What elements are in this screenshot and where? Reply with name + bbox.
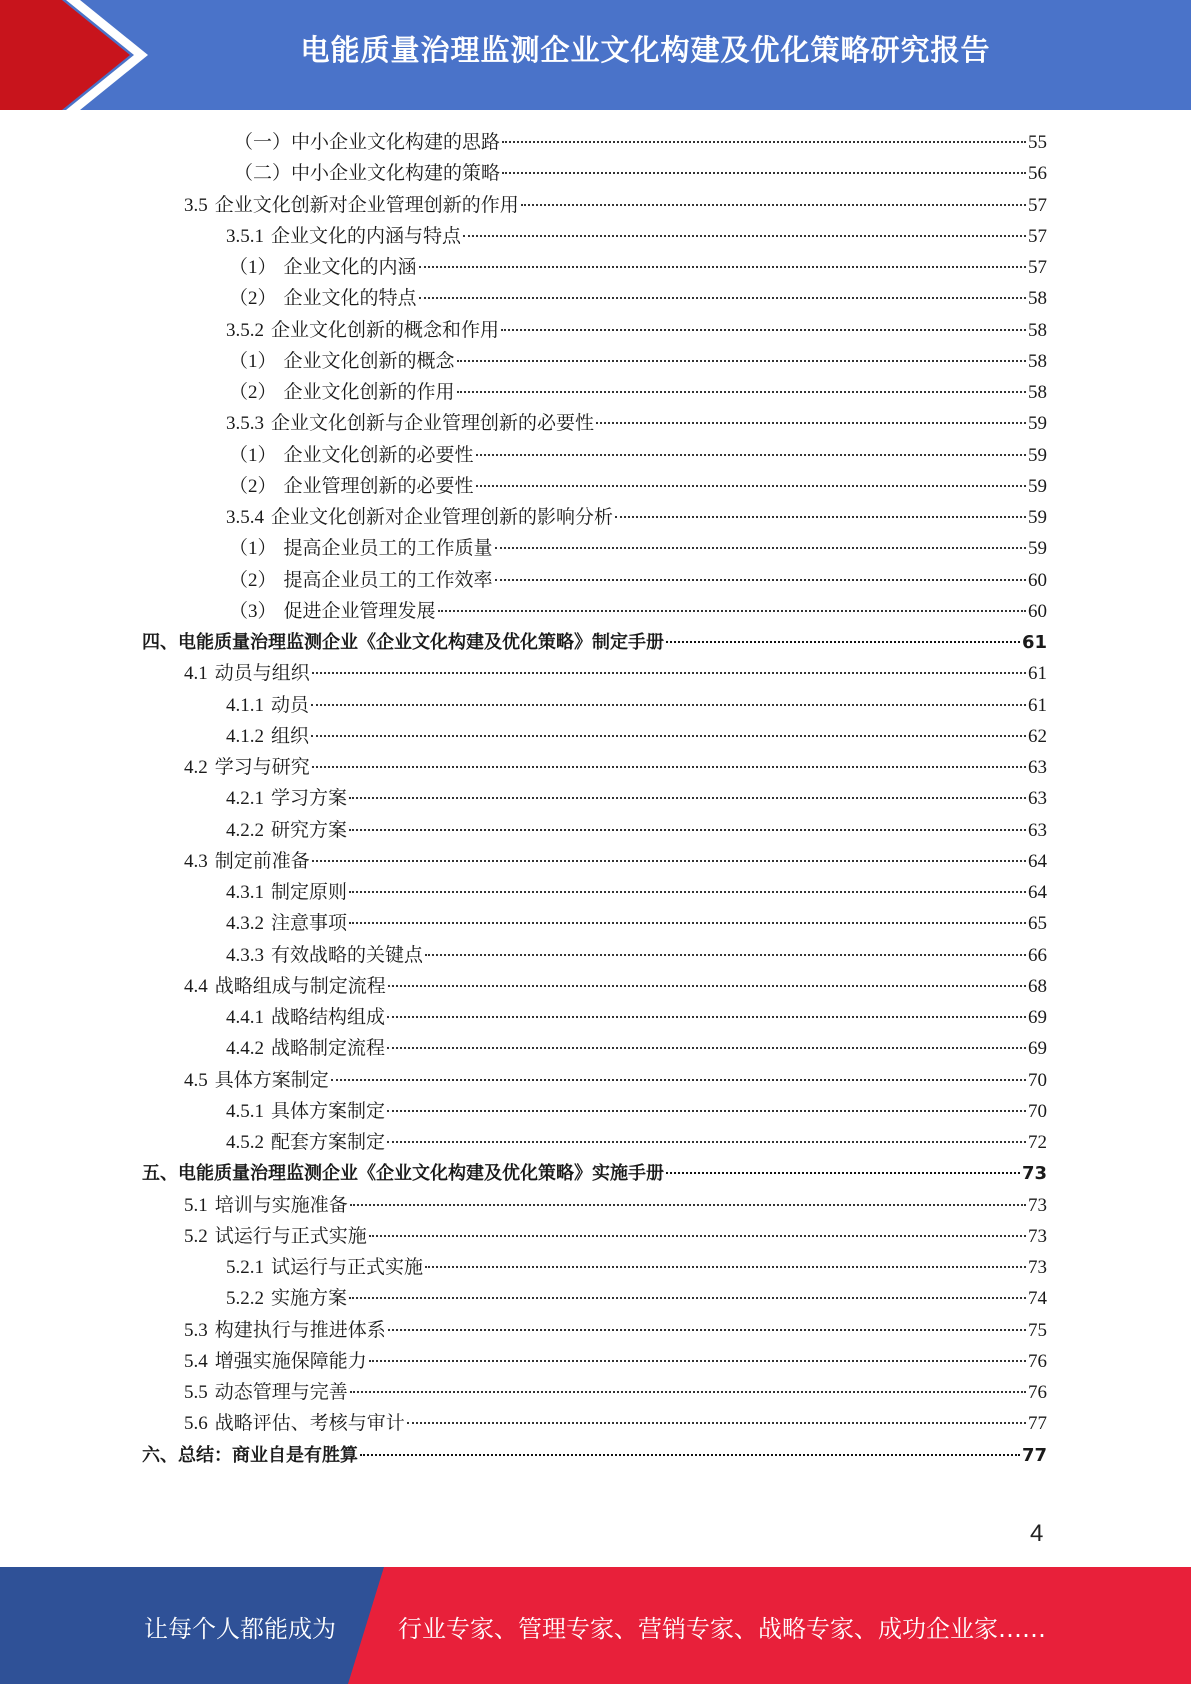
page-footer [0, 1567, 1191, 1684]
toc-entry-text: （二）中小企业文化构建的策略 [234, 163, 501, 185]
toc-entry-text: 企业文化的内涵 [283, 257, 417, 278]
toc-entry-text: 企业文化创新对企业管理创新的作用 [214, 194, 519, 216]
toc-entry[interactable] [0, 252, 1191, 283]
toc-entry-page: 69 [1028, 1038, 1047, 1060]
toc-entry-text: 战略评估、考核与审计 [214, 1413, 405, 1435]
toc-entry-text: 实施方案 [271, 1288, 348, 1310]
toc-entry-page: 59 [1028, 413, 1047, 435]
toc-entry-text: 增强实施保障能力 [214, 1350, 367, 1372]
toc-entry-text: 企业文化创新对企业管理创新的影响分析 [271, 507, 614, 528]
toc-entry-text: 配套方案制定 [271, 1132, 386, 1153]
toc-dot-leader [495, 546, 1026, 549]
toc-entry-text: 有效战略的关键点 [271, 944, 424, 966]
toc-entry-number: 4.3.3 [226, 944, 264, 966]
toc-entry-text: 提高企业员工的工作效率 [283, 569, 493, 591]
toc-entry-number: 3.5.4 [226, 507, 264, 528]
toc-entry-page: 59 [1028, 538, 1047, 560]
toc-entry-title [226, 940, 423, 971]
toc-entry-number: 4.5.2 [226, 1132, 264, 1153]
toc-entry[interactable] [0, 596, 1191, 627]
toc-entry-title [229, 377, 455, 408]
toc-entry[interactable] [0, 1127, 1191, 1158]
toc-entry-title [184, 971, 386, 1002]
toc-entry-number: （1） [229, 538, 277, 560]
toc-dot-leader [350, 1390, 1026, 1393]
toc-entry[interactable] [0, 658, 1191, 689]
toc-entry-title [226, 815, 347, 846]
toc-entry-page: 73 [1028, 1194, 1047, 1216]
toc-entry-page: 61 [1028, 663, 1047, 685]
toc-entry-number: （3） [229, 600, 277, 622]
toc-entry-text: 构建执行与推进体系 [214, 1319, 386, 1341]
toc-entry-number: 4.1 [184, 663, 208, 685]
toc-entry[interactable] [0, 1002, 1191, 1033]
toc-entry-text: 制定前准备 [214, 850, 310, 872]
toc-entry[interactable] [0, 502, 1191, 533]
toc-entry-title [226, 408, 594, 439]
toc-entry-text: 学习方案 [271, 788, 348, 810]
toc-entry[interactable] [0, 1096, 1191, 1127]
toc-entry-title [226, 1002, 385, 1033]
toc-entry-page: 57 [1028, 257, 1047, 278]
toc-entry-number: 4.2 [184, 757, 208, 778]
toc-entry-number: （1） [229, 350, 277, 372]
toc-entry-page: 76 [1028, 1350, 1047, 1372]
toc-entry-page: 65 [1028, 913, 1047, 935]
toc-entry-title [226, 690, 309, 721]
toc-entry-page: 58 [1028, 382, 1047, 403]
toc-entry-number: 4.3 [184, 850, 208, 872]
toc-entry-number: （2） [229, 382, 277, 403]
toc-entry-page: 60 [1028, 569, 1047, 591]
toc-dot-leader [350, 1203, 1026, 1206]
toc-entry-text: 具体方案制定 [214, 1069, 329, 1091]
toc-entry-text: 企业文化创新的概念和作用 [271, 319, 500, 341]
toc-entry-text: 动员与组织 [214, 663, 310, 685]
toc-dot-leader [501, 328, 1026, 331]
toc-entry-page: 70 [1028, 1100, 1047, 1122]
toc-entry-title [226, 1252, 423, 1283]
toc-dot-leader [312, 671, 1026, 674]
toc-entry-title [184, 1065, 329, 1096]
report-title: 电能质量治理监测企业文化构建及优化策略研究报告 [300, 33, 991, 67]
toc-dot-leader [349, 796, 1026, 799]
page-number: 4 [1030, 1520, 1044, 1547]
toc-entry-number: 4.2.2 [226, 819, 264, 841]
toc-dot-leader [419, 265, 1026, 268]
toc-entry-text: 制定原则 [271, 882, 348, 903]
toc-entry-page: 63 [1028, 819, 1047, 841]
toc-entry[interactable] [0, 346, 1191, 377]
toc-entry[interactable] [0, 440, 1191, 471]
toc-entry-page: 58 [1028, 350, 1047, 372]
toc-entry-text: 试运行与正式实施 [214, 1225, 367, 1247]
toc-dot-leader [666, 1171, 1020, 1174]
toc-entry-number: （2） [229, 569, 277, 591]
toc-dot-leader [419, 296, 1026, 299]
toc-entry-text: 组织 [271, 725, 310, 747]
toc-entry-title [226, 315, 499, 346]
toc-entry-text: 企业文化创新与企业管理创新的必要性 [271, 413, 595, 435]
toc-entry[interactable] [0, 158, 1191, 189]
toc-dot-leader [311, 734, 1026, 737]
toc-dot-leader [521, 203, 1026, 206]
toc-entry-page: 58 [1028, 319, 1047, 341]
toc-dot-leader [457, 390, 1026, 393]
toc-entry[interactable] [0, 1190, 1191, 1221]
toc-entry-text: 企业文化的内涵与特点 [271, 225, 462, 247]
toc-dot-leader [495, 578, 1026, 581]
toc-dot-leader [311, 703, 1026, 706]
toc-dot-leader [388, 1328, 1026, 1331]
toc-entry[interactable] [0, 627, 1191, 658]
toc-entry-title [184, 1190, 348, 1221]
toc-dot-leader [425, 953, 1026, 956]
toc-entry-text: 促进企业管理发展 [283, 600, 436, 622]
toc-entry-page: 77 [1028, 1413, 1047, 1435]
toc-entry-page: 57 [1028, 194, 1047, 216]
toc-entry-number: 5.3 [184, 1319, 208, 1341]
toc-entry-page: 59 [1028, 507, 1047, 528]
toc-entry-page: 61 [1021, 632, 1047, 653]
toc-entry-title [184, 1377, 348, 1408]
toc-entry[interactable] [0, 1346, 1191, 1377]
toc-entry-page: 56 [1028, 163, 1047, 185]
toc-dot-leader [502, 140, 1026, 143]
toc-dot-leader [502, 171, 1026, 174]
toc-entry-title [142, 627, 664, 658]
toc-entry-text: 六、总结：商业自是有胜算 [142, 1444, 358, 1466]
toc-entry-number: 5.1 [184, 1194, 208, 1216]
toc-entry-text: 企业文化创新的概念 [283, 350, 455, 372]
toc-entry-number: 4.5.1 [226, 1100, 264, 1122]
toc-entry[interactable] [0, 690, 1191, 721]
toc-entry-number: 4.4 [184, 975, 208, 997]
toc-dot-leader [388, 984, 1026, 987]
toc-entry-number: 5.4 [184, 1350, 208, 1372]
toc-entry-page: 74 [1028, 1288, 1047, 1310]
toc-entry-title [226, 877, 347, 908]
toc-entry-title [234, 127, 500, 158]
toc-entry[interactable] [0, 533, 1191, 564]
toc-entry-page: 63 [1028, 788, 1047, 810]
toc-entry[interactable] [0, 1408, 1191, 1439]
toc-entry-title [226, 721, 309, 752]
toc-entry[interactable] [0, 971, 1191, 1002]
toc-dot-leader [457, 359, 1026, 362]
toc-entry[interactable] [0, 190, 1191, 221]
toc-entry-text: 四、电能质量治理监测企业《企业文化构建及优化策略》制定手册 [142, 632, 664, 653]
toc-entry-text: 研究方案 [271, 819, 348, 841]
toc-entry-text: 提高企业员工的工作质量 [283, 538, 493, 560]
toc-entry[interactable] [0, 377, 1191, 408]
toc-entry-number: 3.5 [184, 194, 208, 216]
toc-entry[interactable] [0, 127, 1191, 158]
toc-entry[interactable] [0, 815, 1191, 846]
toc-entry-number: 4.1.1 [226, 694, 264, 716]
toc-entry-title [184, 1315, 386, 1346]
toc-entry-page: 59 [1028, 444, 1047, 466]
toc-entry-page: 62 [1028, 725, 1047, 747]
toc-entry-page: 76 [1028, 1382, 1047, 1403]
toc-entry-title [226, 221, 461, 252]
toc-entry-page: 75 [1028, 1319, 1047, 1341]
toc-entry[interactable] [0, 783, 1191, 814]
toc-entry-number: 5.2.1 [226, 1257, 264, 1278]
toc-dot-leader [387, 1015, 1026, 1018]
toc-entry-title [184, 1221, 367, 1252]
toc-entry[interactable] [0, 1283, 1191, 1314]
toc-dot-leader [369, 1234, 1026, 1237]
toc-entry-title [184, 658, 310, 689]
header-arrow-decoration [0, 0, 160, 110]
toc-entry-text: 企业管理创新的必要性 [283, 475, 474, 497]
toc-entry-text: 企业文化创新的必要性 [283, 444, 474, 466]
toc-entry-number: 4.2.1 [226, 788, 264, 810]
toc-entry[interactable] [0, 908, 1191, 939]
toc-entry-number: 3.5.1 [226, 225, 264, 247]
toc-dot-leader [666, 640, 1020, 643]
toc-entry-page: 73 [1028, 1257, 1047, 1278]
toc-entry[interactable] [0, 315, 1191, 346]
toc-entry-page: 70 [1028, 1069, 1047, 1091]
toc-entry[interactable] [0, 846, 1191, 877]
toc-dot-leader [463, 234, 1026, 237]
toc-entry-title [184, 1346, 367, 1377]
toc-entry-number: 4.4.2 [226, 1038, 264, 1060]
toc-entry-number: 3.5.2 [226, 319, 264, 341]
toc-entry-text: （一）中小企业文化构建的思路 [234, 132, 501, 153]
toc-entry-number: 4.5 [184, 1069, 208, 1091]
toc-entry-title [229, 283, 417, 314]
toc-entry-title [229, 596, 436, 627]
toc-entry-number: 4.4.1 [226, 1007, 264, 1028]
toc-entry-page: 73 [1021, 1163, 1047, 1185]
toc-dot-leader [387, 1140, 1026, 1143]
toc-entry[interactable] [0, 1377, 1191, 1408]
toc-entry-number: （1） [229, 444, 277, 466]
toc-entry-title [226, 783, 347, 814]
toc-entry[interactable] [0, 408, 1191, 439]
toc-entry-title [229, 533, 493, 564]
toc-entry-number: 4.1.2 [226, 725, 264, 747]
toc-entry-title [226, 908, 347, 939]
toc-entry[interactable] [0, 752, 1191, 783]
toc-entry-title [142, 1440, 358, 1471]
toc-entry[interactable] [0, 1252, 1191, 1283]
toc-entry[interactable] [0, 1065, 1191, 1096]
toc-entry-title [226, 502, 613, 533]
toc-dot-leader [312, 765, 1026, 768]
toc-dot-leader [369, 1359, 1026, 1362]
toc-entry-title [229, 440, 474, 471]
toc-entry-title [226, 1127, 385, 1158]
toc-dot-leader [312, 859, 1026, 862]
toc-entry-title [226, 1283, 347, 1314]
toc-entry[interactable] [0, 1315, 1191, 1346]
toc-entry-page: 72 [1028, 1132, 1047, 1153]
toc-entry-text: 具体方案制定 [271, 1100, 386, 1122]
toc-dot-leader [349, 1296, 1026, 1299]
toc-entry-text: 战略组成与制定流程 [214, 975, 386, 997]
toc-dot-leader [360, 1453, 1020, 1456]
toc-entry-page: 58 [1028, 288, 1047, 310]
table-of-contents [0, 127, 1191, 1471]
toc-dot-leader [387, 1109, 1026, 1112]
toc-entry-page: 55 [1028, 132, 1047, 153]
toc-entry-page: 57 [1028, 225, 1047, 247]
toc-entry[interactable] [0, 221, 1191, 252]
toc-entry-page: 69 [1028, 1007, 1047, 1028]
toc-entry-number: （2） [229, 288, 277, 310]
toc-entry-title [184, 1408, 405, 1439]
toc-entry-page: 64 [1028, 882, 1047, 903]
toc-entry-text: 企业文化的特点 [283, 288, 417, 310]
toc-entry-number: 4.3.1 [226, 882, 264, 903]
toc-entry-text: 试运行与正式实施 [271, 1257, 424, 1278]
page-header [0, 0, 1191, 110]
toc-dot-leader [349, 890, 1026, 893]
toc-entry-page: 68 [1028, 975, 1047, 997]
toc-entry-page: 73 [1028, 1225, 1047, 1247]
toc-entry-number: 5.5 [184, 1382, 208, 1403]
toc-entry-number: 3.5.3 [226, 413, 264, 435]
toc-entry-number: （1） [229, 257, 277, 278]
toc-entry-page: 63 [1028, 757, 1047, 778]
toc-entry-number: 5.6 [184, 1413, 208, 1435]
toc-entry-text: 培训与实施准备 [214, 1194, 348, 1216]
toc-entry-text: 学习与研究 [214, 757, 310, 778]
toc-entry-title [234, 158, 500, 189]
toc-entry-number: 5.2.2 [226, 1288, 264, 1310]
toc-dot-leader [438, 609, 1026, 612]
toc-entry-page: 59 [1028, 475, 1047, 497]
toc-entry[interactable] [0, 877, 1191, 908]
toc-entry-title [229, 346, 455, 377]
toc-entry-text: 动员 [271, 694, 310, 716]
toc-dot-leader [387, 1046, 1026, 1049]
toc-entry-title [229, 471, 474, 502]
toc-dot-leader [476, 484, 1026, 487]
toc-entry[interactable] [0, 721, 1191, 752]
toc-entry-title [184, 190, 519, 221]
toc-entry-text: 战略结构组成 [271, 1007, 386, 1028]
footer-slogan-right: 行业专家、管理专家、营销专家、战略专家、成功企业家…… [398, 1615, 1046, 1643]
toc-dot-leader [331, 1078, 1026, 1081]
footer-slogan-left: 让每个人都能成为 [144, 1615, 336, 1643]
toc-entry-title [226, 1096, 385, 1127]
toc-entry-text: 企业文化创新的作用 [283, 382, 455, 403]
toc-entry-text: 注意事项 [271, 913, 348, 935]
toc-dot-leader [407, 1421, 1026, 1424]
toc-entry[interactable] [0, 940, 1191, 971]
toc-dot-leader [596, 421, 1026, 424]
toc-entry-page: 60 [1028, 600, 1047, 622]
toc-entry-title [184, 752, 310, 783]
toc-entry-title [184, 846, 310, 877]
toc-entry-title [229, 565, 493, 596]
toc-entry-number: 5.2 [184, 1225, 208, 1247]
toc-entry[interactable] [0, 1440, 1191, 1471]
toc-entry-page: 64 [1028, 850, 1047, 872]
toc-entry[interactable] [0, 471, 1191, 502]
toc-entry-page: 66 [1028, 944, 1047, 966]
toc-dot-leader [476, 453, 1026, 456]
toc-entry[interactable] [0, 1033, 1191, 1064]
toc-entry[interactable] [0, 1158, 1191, 1189]
toc-entry[interactable] [0, 565, 1191, 596]
toc-dot-leader [615, 515, 1026, 518]
toc-dot-leader [349, 828, 1026, 831]
toc-entry-text: 战略制定流程 [271, 1038, 386, 1060]
toc-entry-title [229, 252, 417, 283]
toc-entry-page: 61 [1028, 694, 1047, 716]
toc-entry[interactable] [0, 1221, 1191, 1252]
toc-dot-leader [349, 921, 1026, 924]
toc-entry-text: 五、电能质量治理监测企业《企业文化构建及优化策略》实施手册 [142, 1163, 664, 1185]
toc-entry-text: 动态管理与完善 [214, 1382, 348, 1403]
toc-entry-title [226, 1033, 385, 1064]
toc-entry-number: （2） [229, 475, 277, 497]
toc-entry-page: 77 [1021, 1444, 1047, 1466]
toc-entry-number: 4.3.2 [226, 913, 264, 935]
toc-dot-leader [425, 1265, 1026, 1268]
toc-entry-title [142, 1158, 664, 1189]
toc-entry[interactable] [0, 283, 1191, 314]
